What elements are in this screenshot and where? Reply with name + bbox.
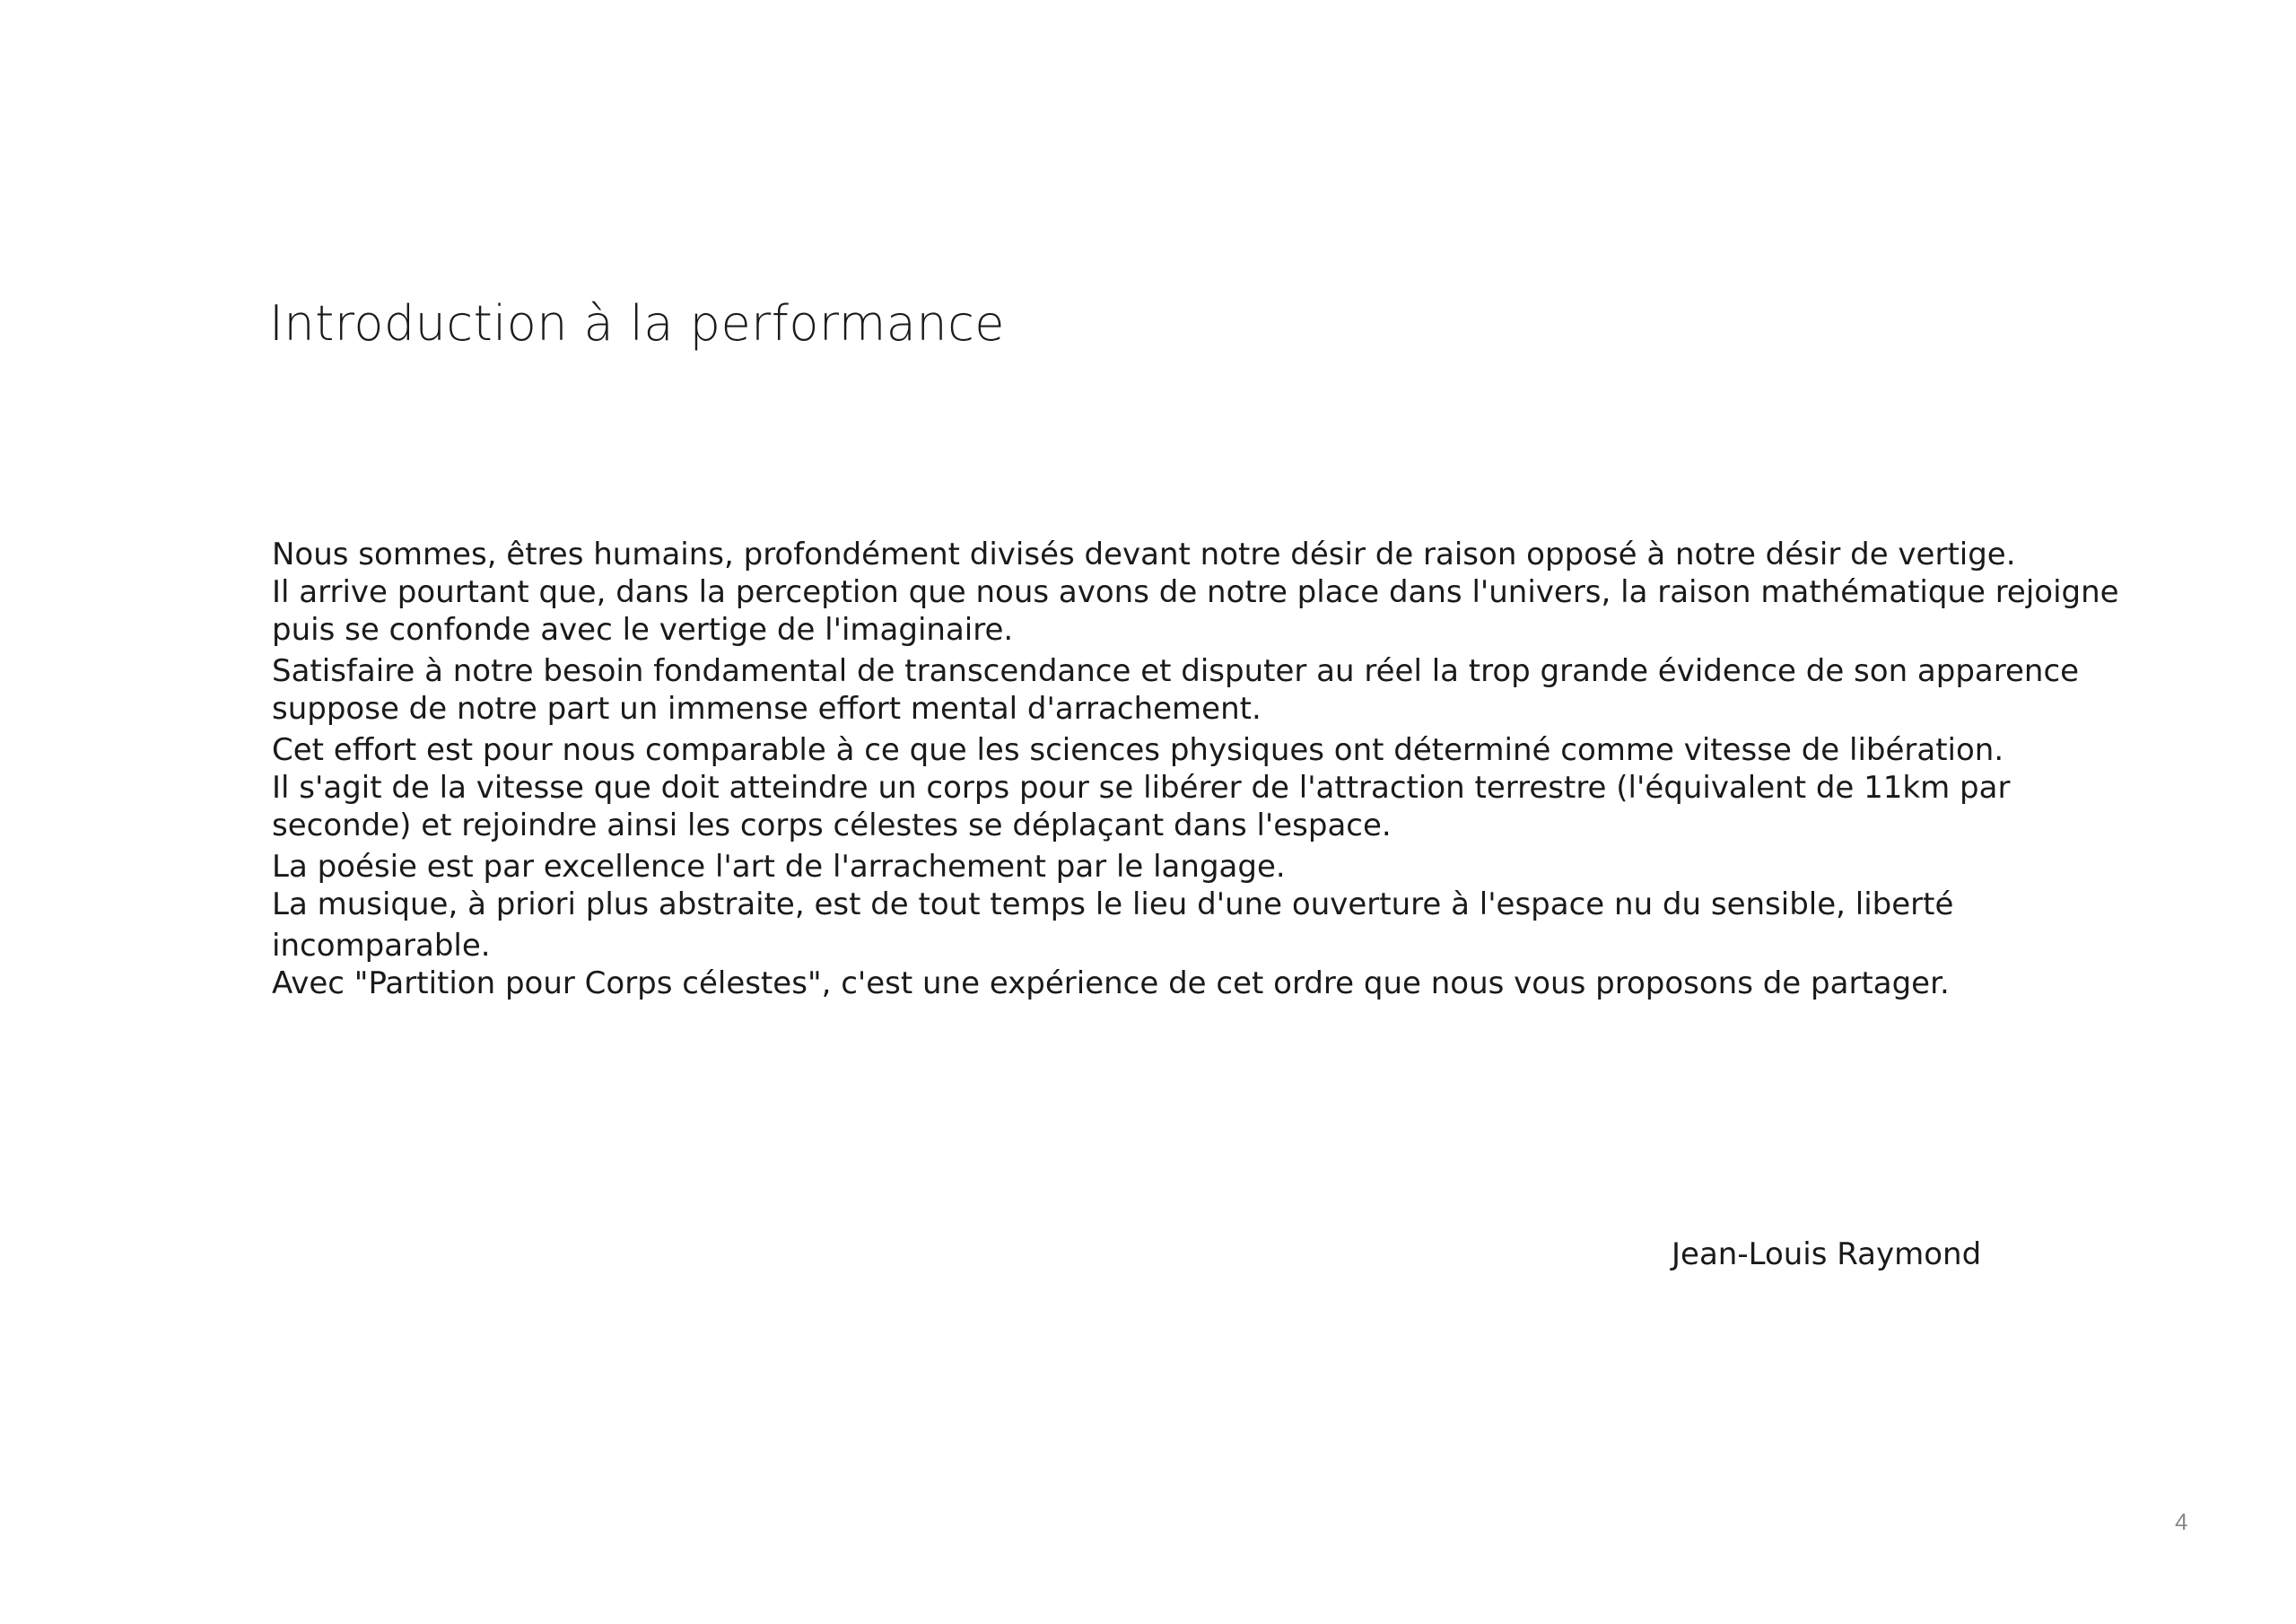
text-line: Satisfaire à notre besoin fondamental de transcendance et disputer au réel la trop grande évidence de son apparence bbox=[272, 653, 2080, 689]
text-line: Avec "Partition pour Corps célestes", c'est une expérience de cet ordre que nous vous proposons de partager. bbox=[272, 965, 1950, 1001]
text-line: La musique, à priori plus abstraite, est de tout temps le lieu d'une ouverture à l'espace nu du sensible, liberté bbox=[272, 886, 1954, 922]
text-line: La poésie est par excellence l'art de l'arrachement par le langage. bbox=[272, 849, 1286, 885]
text-line: suppose de notre part un immense effort mental d'arrachement. bbox=[272, 691, 1261, 727]
text-line: Nous sommes, êtres humains, profondément divisés devant notre désir de raison opposé à notre désir de vertige. bbox=[272, 537, 2016, 572]
text-line: seconde) et rejoindre ainsi les corps célestes se déplaçant dans l'espace. bbox=[272, 808, 1392, 843]
signature: Jean-Louis Raymond bbox=[1672, 1236, 1982, 1272]
page-title: Introduction à la performance bbox=[269, 295, 1006, 352]
text-line: Il s'agit de la vitesse que doit atteindre un corps pour se libérer de l'attraction terrestre (l'équivalent de 11km par bbox=[272, 770, 2011, 806]
text-line: puis se confonde avec le vertige de l'imaginaire. bbox=[272, 612, 1014, 648]
text-line: Il arrive pourtant que, dans la perception que nous avons de notre place dans l'univers, la raison mathématique rejoigne bbox=[272, 574, 2119, 610]
body-text bbox=[272, 536, 2119, 1002]
page-number: 4 bbox=[2175, 1508, 2188, 1535]
text-line: Cet effort est pour nous comparable à ce que les sciences physiques ont déterminé comme vitesse de libération. bbox=[272, 732, 2004, 768]
text-line: incomparable. bbox=[272, 928, 491, 964]
